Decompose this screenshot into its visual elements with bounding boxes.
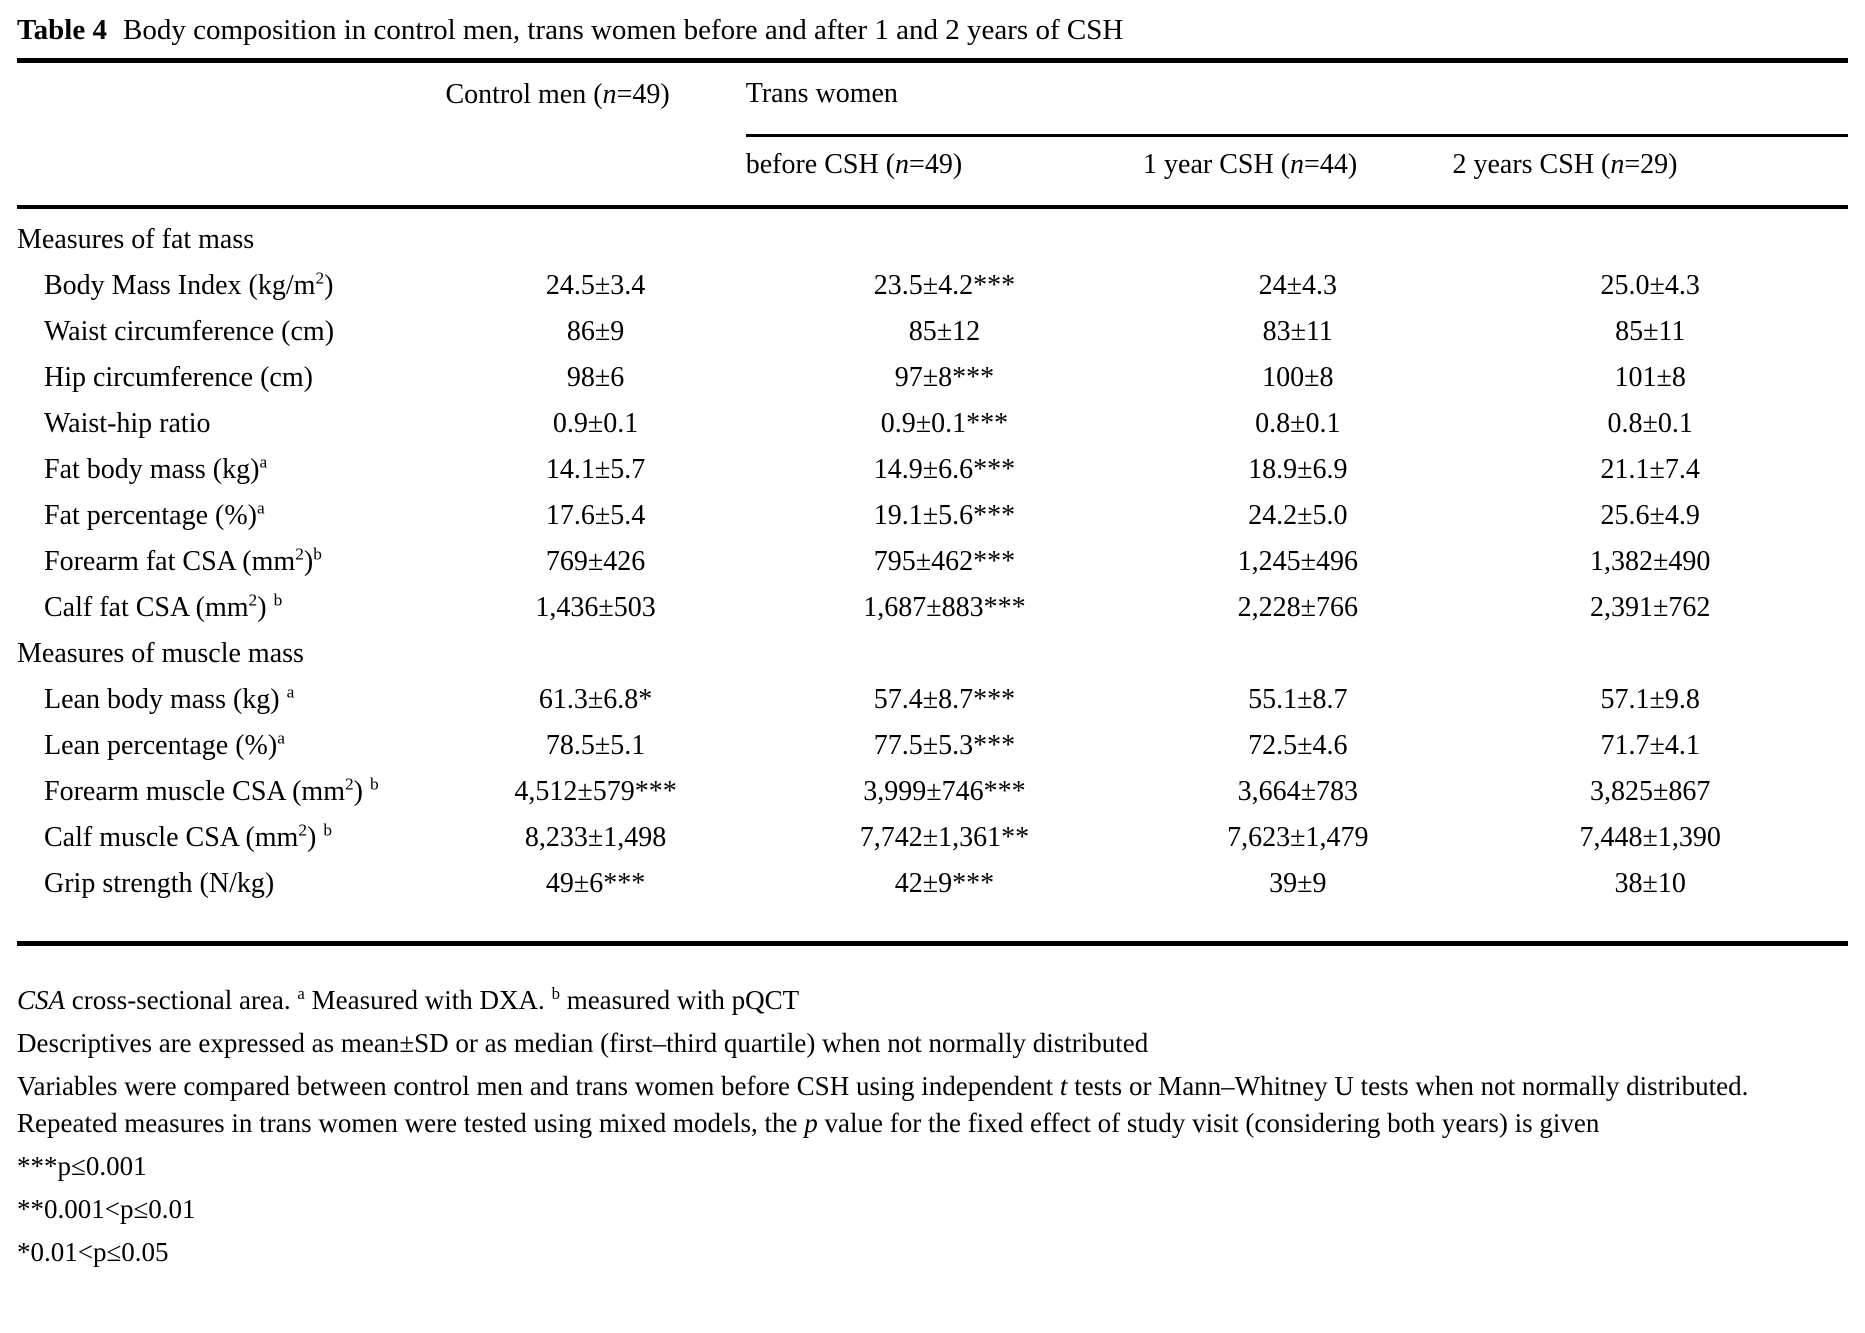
table-title-text: Body composition in control men, trans women before and after 1 and 2 years of CSH xyxy=(123,14,1124,46)
cell-value: 39±9 xyxy=(1269,868,1327,899)
cell-value: 24.2±5.0 xyxy=(1248,500,1348,531)
cell-value: 23.5±4.2*** xyxy=(873,270,1016,301)
cell-value: 7,742±1,361** xyxy=(859,822,1030,853)
table-row xyxy=(17,677,1848,723)
cell-value: 19.1±5.6*** xyxy=(873,500,1016,531)
cell-value xyxy=(445,207,745,263)
table-row xyxy=(17,585,1848,631)
group-header-row xyxy=(17,61,1848,136)
cell-value: 25.6±4.9 xyxy=(1600,500,1700,531)
cell-value: 97±8*** xyxy=(894,362,995,393)
cell-value: 38±10 xyxy=(1614,868,1686,899)
cell-value xyxy=(746,207,1143,263)
table-number: Table 4 xyxy=(17,14,107,46)
cell-value: 55.1±8.7 xyxy=(1248,684,1348,715)
cell-value: 85±12 xyxy=(908,316,981,347)
cell-value: 2,228±766 xyxy=(1237,592,1358,623)
cell-value: 18.9±6.9 xyxy=(1248,454,1348,485)
row-label: Lean body mass (kg) $^a$ xyxy=(44,682,295,715)
cell-value: 7,623±1,479 xyxy=(1227,822,1369,853)
table-row xyxy=(17,493,1848,539)
row-label: Calf fat CSA $(mm^2)$ $^b$ xyxy=(44,590,283,623)
empty-header-cell xyxy=(445,136,745,208)
empty-header-cell xyxy=(17,61,445,136)
cell-value: 49±6*** xyxy=(545,868,646,899)
cell-value: 1,687±883*** xyxy=(863,592,1026,623)
empty-header-cell xyxy=(17,136,445,208)
footnote-abbreviations: CSA cross-sectional area. $^a$ Measured with DXA. $^b$ measured with pQCT xyxy=(17,984,800,1015)
cell-value: 7,448±1,390 xyxy=(1579,822,1721,853)
row-label: Fat percentage (%)$^a$ xyxy=(44,498,265,531)
cell-value: 1,245±496 xyxy=(1237,546,1358,577)
cell-value: 61.3±6.8* xyxy=(538,684,653,715)
row-label: Lean percentage (%)$^a$ xyxy=(44,728,285,761)
cell-value xyxy=(1452,631,1848,677)
table-row xyxy=(17,309,1848,355)
table-row xyxy=(17,539,1848,585)
trans-women-label: Trans women xyxy=(745,78,898,109)
cell-value: 0.9±0.1 xyxy=(552,408,639,439)
cell-value: 71.7±4.1 xyxy=(1600,730,1700,761)
section-label: Measures of muscle mass xyxy=(17,638,304,669)
table-header xyxy=(17,61,1848,208)
table-body xyxy=(17,207,1848,944)
table-caption xyxy=(17,12,1848,48)
cell-value: 21.1±7.4 xyxy=(1600,454,1700,485)
cell-value: 101±8 xyxy=(1614,362,1686,393)
cell-value: 3,999±746*** xyxy=(863,776,1026,807)
table-row xyxy=(17,447,1848,493)
row-label: Forearm fat CSA $(mm^2)^b$ xyxy=(44,544,322,577)
cell-value xyxy=(445,631,745,677)
row-label: Forearm muscle CSA $(mm^2)$ $^b$ xyxy=(44,774,379,807)
section-row xyxy=(17,207,1848,263)
table-row xyxy=(17,769,1848,815)
table-row xyxy=(17,355,1848,401)
row-label: Waist circumference (cm) xyxy=(44,316,335,347)
footnote-descriptives: Descriptives are expressed as mean±SD or as median (first–third quartile) when not normally distributed xyxy=(17,1028,1149,1058)
cell-value: 100±8 xyxy=(1262,362,1334,393)
row-label: Grip strength (N/kg) xyxy=(44,868,275,899)
footnote-sig-p001: ***p≤0.001 xyxy=(17,1151,147,1181)
cell-value: 0.9±0.1*** xyxy=(880,408,1009,439)
footnote-sig-p01: **0.001<p≤0.01 xyxy=(17,1194,196,1224)
cell-value: 769±426 xyxy=(545,546,646,577)
footnotes xyxy=(17,982,1848,1271)
cell-value: 24±4.3 xyxy=(1258,270,1337,301)
cell-value: 0.8±0.1 xyxy=(1607,408,1693,439)
cell-value: 14.1±5.7 xyxy=(545,454,646,485)
table-row xyxy=(17,723,1848,769)
cell-value: 86±9 xyxy=(566,316,625,347)
sub-header-row xyxy=(17,136,1848,208)
table-row xyxy=(17,263,1848,309)
cell-value: 1,382±490 xyxy=(1590,546,1711,577)
footnote-methods: Variables were compared between control men and trans women before CSH using independent t tests or Mann–Whitney U tests when not normally distributed. Repeated measures in trans women were tested using mixed models, the p value for the fixed effect of study visit (considering both years) is given xyxy=(17,1071,1749,1138)
body-composition-table xyxy=(17,58,1848,946)
cell-value: 83±11 xyxy=(1262,316,1333,347)
col-header-1-year-csh: 1 year CSH (n=44) xyxy=(1143,149,1358,180)
section-label: Measures of fat mass xyxy=(17,224,255,255)
row-label: Body Mass Index $(kg/m^2)$ xyxy=(44,268,334,301)
cell-value: 2,391±762 xyxy=(1590,592,1711,623)
cell-value: 1,436±503 xyxy=(535,592,656,623)
cell-value: 795±462*** xyxy=(873,546,1016,577)
cell-value: 42±9*** xyxy=(894,868,995,899)
cell-value xyxy=(746,631,1143,677)
table-row xyxy=(17,815,1848,861)
cell-value: 17.6±5.4 xyxy=(545,500,646,531)
table-row xyxy=(17,401,1848,447)
cell-value: 25.0±4.3 xyxy=(1600,270,1700,301)
section-row xyxy=(17,631,1848,677)
col-header-2-years-csh: 2 years CSH (n=29) xyxy=(1452,149,1678,180)
cell-value: 14.9±6.6*** xyxy=(873,454,1016,485)
col-header-control-men: Control men (n=49) xyxy=(445,78,670,110)
cell-value xyxy=(1452,207,1848,263)
cell-value: 85±11 xyxy=(1615,316,1686,347)
table-row xyxy=(17,861,1848,944)
cell-value: 8,233±1,498 xyxy=(524,822,667,853)
row-label: Calf muscle CSA $(mm^2)$ $^b$ xyxy=(44,820,333,853)
cell-value: 57.1±9.8 xyxy=(1600,684,1700,715)
footnote-sig-p05: *0.01<p≤0.05 xyxy=(17,1237,169,1267)
cell-value: 77.5±5.3*** xyxy=(873,730,1016,761)
row-label: Waist-hip ratio xyxy=(44,408,211,439)
cell-value: 57.4±8.7*** xyxy=(873,684,1016,715)
cell-value: 72.5±4.6 xyxy=(1248,730,1348,761)
cell-value: 4,512±579*** xyxy=(514,776,677,807)
row-label: Hip circumference (cm) xyxy=(44,362,313,393)
cell-value: 98±6 xyxy=(566,362,625,393)
cell-value: 24.5±3.4 xyxy=(545,270,646,301)
cell-value: 78.5±5.1 xyxy=(545,730,646,761)
row-label: Fat body mass (kg)$^a$ xyxy=(44,452,268,485)
col-header-before-csh: before CSH (n=49) xyxy=(745,149,963,180)
cell-value xyxy=(1143,631,1452,677)
cell-value: 3,664±783 xyxy=(1237,776,1358,807)
cell-value xyxy=(1143,207,1452,263)
col-header-trans-women xyxy=(746,61,1848,136)
cell-value: 3,825±867 xyxy=(1590,776,1711,807)
cell-value: 0.8±0.1 xyxy=(1255,408,1341,439)
